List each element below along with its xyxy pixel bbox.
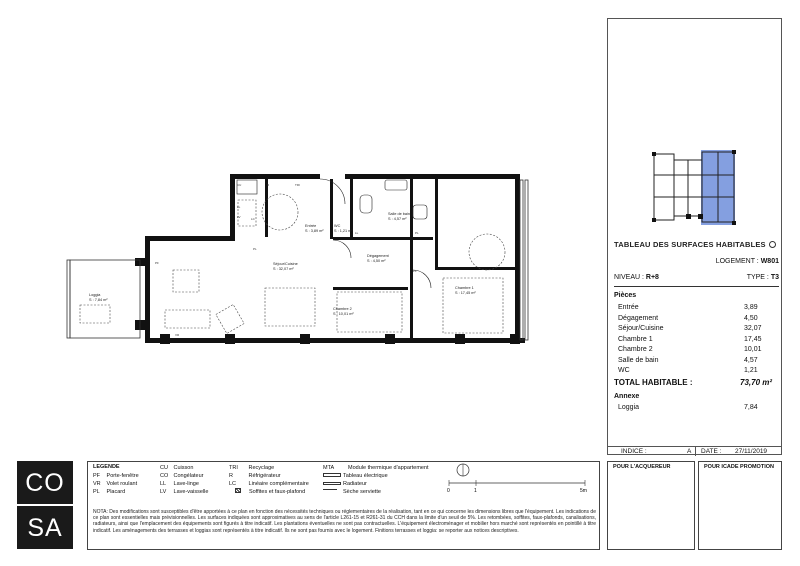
- room-name: WC: [618, 367, 630, 374]
- floor-plan: [55, 160, 535, 360]
- room-area: 1,21: [744, 367, 758, 374]
- legend-text: Réfrigérateur: [248, 473, 281, 479]
- room-name: Chambre 1: [618, 335, 653, 343]
- tag-vr: VR: [175, 333, 180, 337]
- label-entree-area: S : 3,89 m²: [305, 229, 324, 233]
- key-plan: [652, 150, 742, 225]
- tag-pl: PL: [253, 247, 257, 251]
- scale-5: 5m: [580, 488, 587, 494]
- scale-bar: [445, 462, 595, 504]
- level-value: R+8: [645, 274, 659, 281]
- buyer-signature-box: [607, 461, 695, 550]
- tag-pl-2: PL: [415, 231, 419, 235]
- tag-tri: TRI: [295, 183, 300, 187]
- tag-lc: LC: [251, 217, 255, 221]
- legend-code: PF: [93, 473, 101, 479]
- annex-area: 7,84: [744, 404, 758, 411]
- label-loggia: Loggia: [89, 293, 101, 297]
- legend-code: PL: [93, 489, 100, 495]
- room-area: 10,01: [744, 346, 762, 353]
- promoter-signature-box: [698, 461, 782, 550]
- legend-text: Placard: [106, 489, 126, 495]
- legend-text: Lave-linge: [173, 481, 199, 487]
- room-row: [614, 315, 779, 326]
- type-value: T3: [770, 274, 779, 281]
- label-wc: WC: [334, 224, 341, 228]
- legend-col-1: [93, 472, 139, 496]
- room-area: 4,57: [744, 356, 758, 364]
- room-row: [614, 367, 779, 378]
- total-label: TOTAL HABITABLE :: [614, 378, 693, 387]
- legend-col-4: [323, 464, 429, 496]
- rooms-list: [614, 304, 779, 378]
- unit-value: W801: [760, 258, 779, 265]
- label-sdb: Salle de bain: [388, 212, 410, 216]
- towel-dryer-icon: [323, 489, 337, 493]
- label-ch2-area: S : 10,01 m²: [333, 312, 354, 316]
- room-area: 32,07: [744, 325, 762, 332]
- room-area: 4,50: [744, 314, 758, 322]
- total-value: 73,70 m²: [740, 378, 773, 387]
- unit-line: [614, 258, 779, 265]
- level-line: [614, 274, 779, 281]
- label-ch1: Chambre 1: [455, 286, 474, 290]
- room-area: 3,89: [744, 304, 758, 311]
- room-area: 17,45: [744, 335, 762, 343]
- hatch-swatch-icon: [235, 488, 241, 493]
- legend-col-2: [160, 464, 208, 496]
- legend-text: Soffites et faux-plafond: [249, 489, 306, 495]
- cosa-logo: [17, 461, 73, 549]
- label-degagement-area: S : 4,50 m²: [367, 259, 386, 263]
- date-label: DATE :: [701, 448, 722, 455]
- legend-code: TRI: [229, 465, 238, 471]
- legend-text: Cuisson: [173, 465, 194, 471]
- label-wc-area: S : 1,21 m²: [334, 229, 353, 233]
- annex-heading: Annexe: [614, 393, 640, 400]
- room-name: Entrée: [618, 304, 639, 311]
- legend-title: LEGENDE: [93, 464, 120, 470]
- label-sejour-area: S : 32,07 m²: [273, 267, 294, 271]
- room-row: [614, 357, 779, 368]
- total-row: [614, 378, 779, 387]
- tag-ll-2: LL: [355, 231, 359, 235]
- legend-code: LL: [160, 481, 167, 487]
- tag-r: R: [267, 183, 270, 187]
- room-name: Chambre 2: [618, 346, 653, 353]
- sheet-title: [614, 240, 779, 249]
- surface-table-panel: [607, 18, 782, 455]
- legend-text: Sèche serviette: [343, 489, 381, 495]
- legend-text: Recyclage: [248, 465, 275, 471]
- room-name: Dégagement: [618, 314, 659, 322]
- legend-code: LC: [229, 481, 237, 487]
- label-degagement: Dégagement: [367, 254, 389, 258]
- room-row: [614, 346, 779, 357]
- legend-code: CO: [160, 473, 169, 479]
- legend-code: VR: [93, 481, 101, 487]
- level-label: NIVEAU :: [614, 274, 644, 281]
- logo-line-1: CO: [25, 469, 65, 497]
- north-icon: [769, 241, 776, 248]
- label-sdb-area: S : 4,57 m²: [388, 217, 407, 221]
- annex-name: Loggia: [618, 404, 640, 411]
- legend-code: MTA: [323, 465, 335, 471]
- scale-0: 0: [447, 488, 450, 494]
- legend-code: CU: [160, 465, 168, 471]
- tag-ll: LL: [237, 205, 241, 209]
- room-row: [614, 336, 779, 347]
- scale-1: 1: [474, 488, 477, 494]
- label-entree: Entrée: [305, 224, 317, 228]
- rooms-heading: Pièces: [614, 292, 637, 299]
- divider: [695, 446, 696, 456]
- radiator-icon: [323, 482, 341, 485]
- room-row: [614, 325, 779, 336]
- room-row: [614, 304, 779, 315]
- index-value: A: [687, 448, 692, 455]
- buyer-signature-label: POUR L'ACQUEREUR: [613, 464, 671, 470]
- legal-note: NOTA: Des modifications sont susceptibles d'être apportées à ce plan en fonction des nécessités techniques ou réglementaires de la réalisation, tant en ce qui concerne les dimensions libres que l'équipement. Les indications de ce plan sont essentielles mais prévisionnelles. Les surfaces indiquées sont approximatives au sens de l'article L261-15 et R261-31 du CCH dans la limite d'un seuil de 5%. Les retombées, soffites, faux-plafonds, canalisations, radiateurs, ainsi que l'emplacement des équipements sont figurés à titre indicatif. Les plantations éventuelles ne sont pas contractuelles. L'équipement électroménager et mobilier hors marché sont représentés en pointillé à titre indicatif. Les aménagements des terrasses et loggias sont représentés à titre indicatif. Ils ne sont pas fournis avec le logement. Finitions terrasses et loggia: se reporter aux notices descriptives.: [93, 509, 596, 534]
- unit-label: LOGEMENT :: [715, 258, 759, 265]
- legend-text: Congélateur: [173, 473, 204, 479]
- room-name: Salle de bain: [618, 356, 659, 364]
- date-value: 27/11/2019: [735, 448, 768, 455]
- logo-line-2: SA: [27, 514, 63, 542]
- type-label: TYPE :: [746, 274, 769, 281]
- sheet-title-text: TABLEAU DES SURFACES HABITABLES: [614, 240, 766, 249]
- tag-lv: LV: [237, 215, 241, 219]
- legend-text: Porte-fenêtre: [106, 473, 139, 479]
- legend-text: Tableau électrique: [343, 473, 388, 479]
- index-label: INDICE :: [621, 448, 647, 455]
- electrical-panel-icon: [323, 473, 341, 477]
- logo-bar: [17, 504, 73, 506]
- room-name: Séjour/Cuisine: [618, 325, 664, 332]
- label-sejour: Séjour/Cuisine: [273, 262, 298, 266]
- tag-pf: PF: [155, 261, 159, 265]
- tag-cu: CU: [237, 183, 242, 187]
- promoter-signature-label: POUR ICADE PROMOTION: [704, 464, 774, 470]
- legend-text: Linéaire complémentaire: [248, 481, 309, 487]
- legend-code: LV: [160, 489, 167, 495]
- legend-text: Radiateur: [343, 481, 367, 487]
- legend-text: Module thermique d'appartement: [348, 465, 429, 471]
- label-ch1-area: S : 17,45 m²: [455, 291, 476, 295]
- divider: [614, 286, 779, 287]
- legend-text: Lave-vaisselle: [173, 489, 209, 495]
- plan-walls: [135, 174, 525, 344]
- label-ch2: Chambre 2: [333, 307, 352, 311]
- legend-text: Volet roulant: [106, 481, 138, 487]
- legend-code: R: [229, 473, 233, 479]
- label-loggia-area: S : 7,84 m²: [89, 298, 108, 302]
- tag-pl-3: PL: [413, 269, 417, 273]
- legend-col-3: [229, 464, 309, 496]
